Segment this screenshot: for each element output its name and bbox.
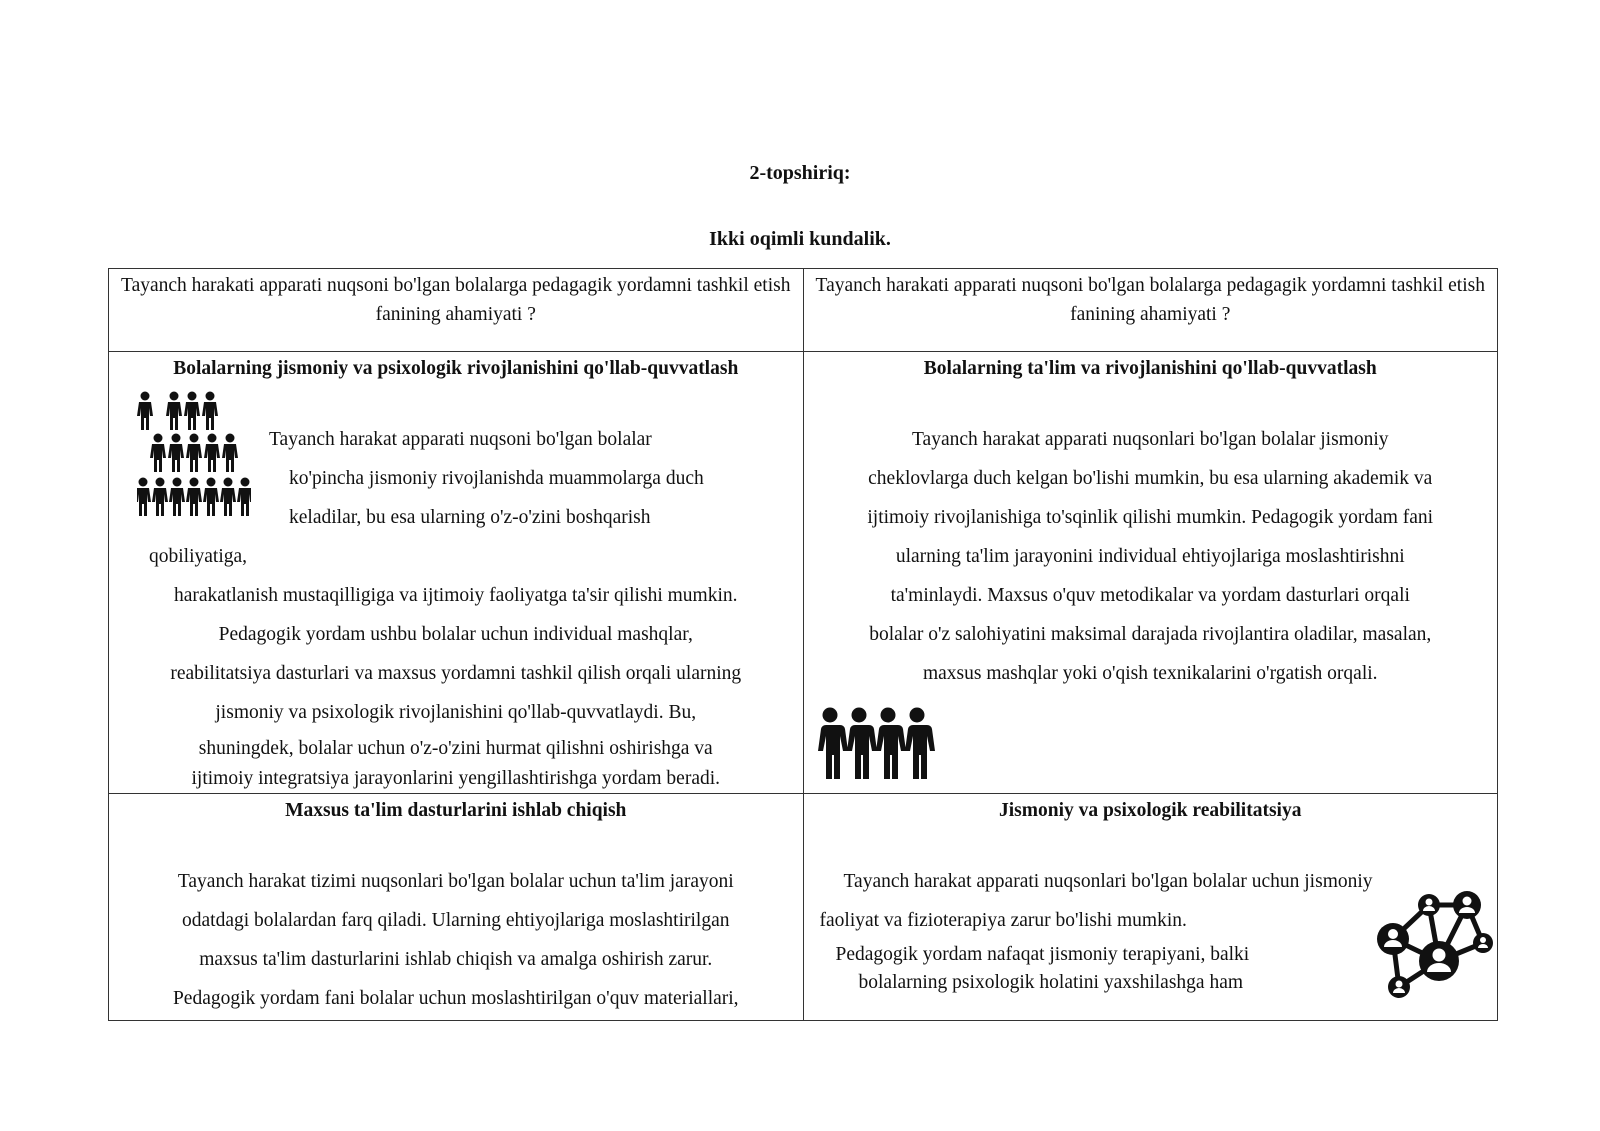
- cell-heading: Maxsus ta'lim dasturlarini ishlab chiqish: [285, 800, 627, 821]
- group-of-people-icon: [814, 707, 938, 781]
- cell-bottom-left: [109, 794, 804, 1021]
- text-line: faoliyat va fizioterapiya zarur bo'lishi mumkin.: [819, 910, 1187, 931]
- cell-top-right: [803, 352, 1498, 794]
- text-line: cheklovlarga duch kelgan bo'lishi mumkin, bu esa ularning akademik va: [868, 468, 1433, 489]
- text-line: Tayanch harakat tizimi nuqsonlari bo'lgan bolalar uchun ta'lim jarayoni: [177, 871, 734, 892]
- content-row-2: [109, 794, 1498, 1021]
- text-line: ta'minlaydi. Maxsus o'quv metodikalar va yordam dasturlari orqali: [890, 585, 1410, 606]
- header-row: [109, 269, 1498, 352]
- text-line: Tayanch harakat apparati nuqsoni bo'lgan bolalar: [269, 429, 652, 450]
- text-line: maxsus ta'lim dasturlarini ishlab chiqish va amalga oshirish zarur.: [199, 949, 713, 970]
- header-cell-right: Tayanch harakati apparati nuqsoni bo'lgan bolalarga pedagagik yordamni tashkil etish fanining ahamiyati ?: [803, 269, 1498, 352]
- cell-heading: Bolalarning jismoniy va psixologik rivojlanishini qo'llab-quvvatlash: [173, 358, 739, 379]
- people-network-icon: [1371, 891, 1495, 1003]
- text-line: jismoniy va psixologik rivojlanishini qo'llab-quvvatlaydi. Bu,: [215, 702, 697, 723]
- two-column-diary-table: [108, 268, 1498, 1021]
- text-line: bolalarning psixologik holatini yaxshilashga ham: [858, 972, 1244, 993]
- text-line: ko'pincha jismoniy rivojlanishda muammolarga duch: [289, 468, 704, 489]
- text-line: Pedagogik yordam fani bolalar uchun moslashtirilgan o'quv materiallari,: [172, 988, 739, 1009]
- text-line: keladilar, bu esa ularning o'z-o'zini boshqarish: [289, 507, 651, 528]
- header-cell-left: Tayanch harakati apparati nuqsoni bo'lgan bolalarga pedagagik yordamni tashkil etish fanining ahamiyati ?: [109, 269, 804, 352]
- task-title: 2-topshiriq:: [749, 162, 851, 184]
- cell-heading: Jismoniy va psixologik reabilitatsiya: [999, 800, 1302, 821]
- text-line: Pedagogik yordam nafaqat jismoniy terapiyani, balki: [835, 944, 1250, 965]
- text-line: maxsus mashqlar yoki o'qish texnikalarini o'rgatish orqali.: [922, 663, 1378, 684]
- cell-top-left: [109, 352, 804, 794]
- cell-bottom-right: [803, 794, 1498, 1021]
- text-line: shuningdek, bolalar uchun o'z-o'zini hurmat qilishni oshirishga va: [198, 738, 713, 759]
- text-line: reabilitatsiya dasturlari va maxsus yordamni tashkil qilish orqali ularning: [170, 663, 742, 684]
- text-line: bolalar o'z salohiyatini maksimal darajada rivojlantira oladilar, masalan,: [869, 624, 1432, 645]
- text-line: ijtimoiy rivojlanishiga to'sqinlik qilishi mumkin. Pedagogik yordam fani: [867, 507, 1434, 528]
- text-line: odatdagi bolalardan farq qiladi. Ularning ehtiyojlariga moslashtirilgan: [182, 910, 730, 931]
- text-line: harakatlanish mustaqilligiga va ijtimoiy faoliyatga ta'sir qilishi mumkin.: [173, 585, 738, 606]
- people-pyramid-icon: [137, 390, 251, 520]
- cell-heading: Bolalarning ta'lim va rivojlanishini qo'llab-quvvatlash: [923, 358, 1377, 379]
- document-title: Ikki oqimli kundalik.: [709, 228, 891, 250]
- text-line: Tayanch harakat apparati nuqsonlari bo'lgan bolalar jismoniy: [912, 429, 1389, 450]
- text-line: Pedagogik yordam ushbu bolalar uchun individual mashqlar,: [218, 624, 693, 645]
- content-row-1: [109, 352, 1498, 794]
- text-line: qobiliyatiga,: [149, 546, 248, 567]
- text-line: Tayanch harakat apparati nuqsonlari bo'lgan bolalar uchun jismoniy: [843, 871, 1373, 892]
- text-line: ularning ta'lim jarayonini individual ehtiyojlariga moslashtirishni: [895, 546, 1405, 567]
- text-line: ijtimoiy integratsiya jarayonlarini yengillashtirishga yordam beradi.: [191, 768, 721, 789]
